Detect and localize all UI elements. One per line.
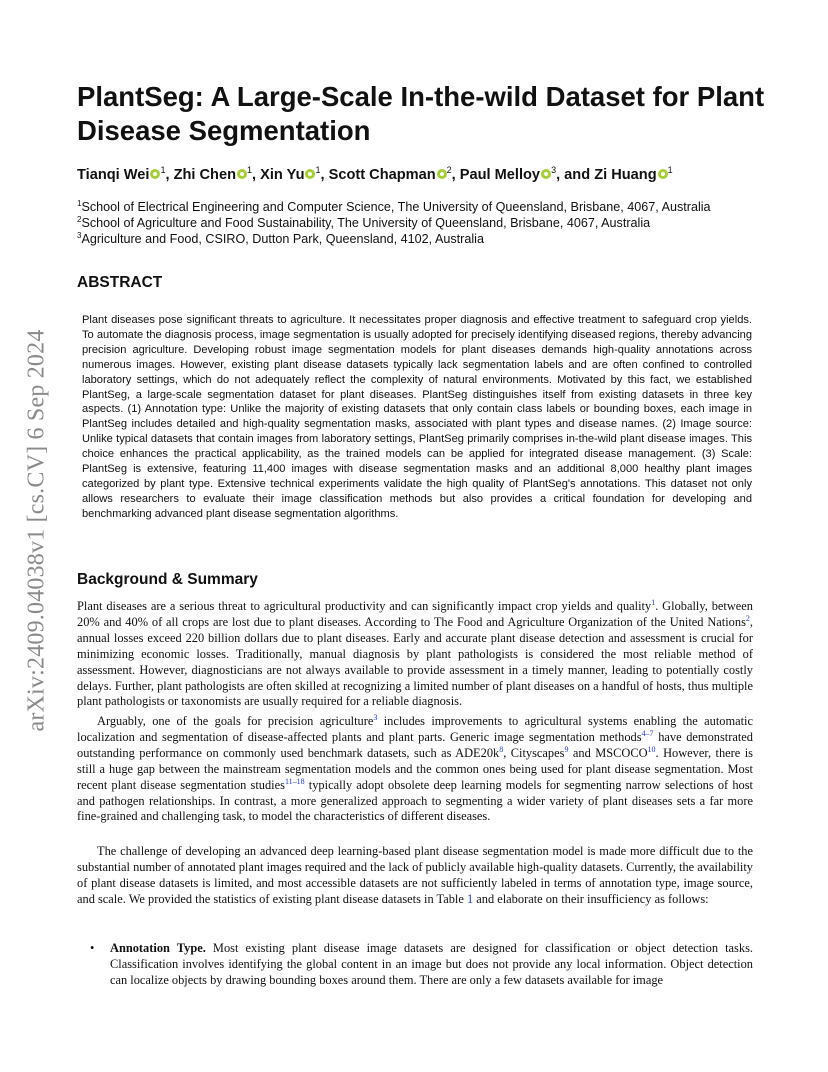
author-name: Zi Huang [594, 167, 657, 183]
paragraph-text: Arguably, one of the goals for precision agriculture [97, 714, 374, 728]
affiliation-number: 3 [77, 231, 82, 240]
paragraph-text: have demonstrated outstanding performance on commonly used benchmark datasets, such as ADE20k [77, 729, 753, 760]
affiliation-list [77, 199, 777, 247]
author-separator: , [252, 167, 261, 183]
author-separator: , [165, 167, 174, 183]
author-affiliation-number: 1 [667, 165, 673, 175]
paragraph-text: and MSCOCO [568, 745, 648, 760]
paragraph-text: The challenge of developing an advanced deep learning-based plant disease segmentation model is made more difficult due to the substantial number of annotated plant images required and the lack of publicly available high-quality datasets. Currently, the availability of plant disease datasets is limited, and most accessible datasets are not sufficiently labeled in terms of annotation type, image source, and scale. We provided the statistics of existing plant disease datasets in Table [77, 844, 754, 906]
author-name: Paul Melloy [459, 167, 541, 183]
citation-link[interactable]: 11–18 [284, 776, 305, 786]
arxiv-identifier: arXiv:2409.04038v1 [cs.CV] 6 Sep 2024 [23, 328, 50, 732]
orcid-icon[interactable] [541, 169, 551, 179]
body-paragraph [77, 599, 753, 710]
paper-title: PlantSeg: A Large-Scale In-the-wild Dataset for Plant Disease Segmentation [77, 81, 765, 146]
author-name: Zhi Chen [173, 167, 237, 183]
affiliation-number: 1 [77, 199, 82, 208]
citation-link[interactable]: 2 [745, 613, 750, 623]
author-list [77, 160, 797, 185]
citation-link[interactable]: 9 [564, 744, 569, 754]
paragraph-text: typically adopt obsolete deep learning models for segmenting narrow selections of host and pathogen relationships. In contrast, a more generalized approach to segmenting a wider variety of plant diseases sets a far more fine-grained and challenging task, to model the characteristics of different diseases. [77, 777, 753, 824]
bullet-list-item [90, 941, 753, 989]
affiliation-text: Agriculture and Food, CSIRO, Dutton Park, Queensland, 4102, Australia [81, 232, 484, 246]
author-separator: , and [556, 167, 595, 183]
bullet-text [110, 941, 753, 989]
abstract-heading: ABSTRACT [77, 274, 163, 291]
author-separator: , [320, 167, 329, 183]
body-paragraph [77, 714, 753, 825]
paragraph-text: and elaborate on their insufficiency as follows: [473, 891, 709, 906]
affiliation-text: School of Agriculture and Food Sustainability, The University of Queensland, Brisbane, 4067, Australia [81, 216, 651, 230]
arxiv-sidebar-stamp [20, 290, 54, 770]
affiliation-item [77, 231, 777, 247]
body-paragraph [77, 844, 753, 908]
author-name: Scott Chapman [328, 167, 436, 183]
orcid-icon[interactable] [237, 169, 247, 179]
orcid-icon[interactable] [150, 169, 160, 179]
author-separator: , [451, 167, 460, 183]
background-heading: Background & Summary [77, 571, 258, 588]
affiliation-item [77, 199, 777, 215]
author-name: Xin Yu [260, 167, 305, 183]
paragraph-text: Plant diseases are a serious threat to agricultural productivity and can significantly impact crop yields and quality [77, 599, 652, 613]
bullet-label: Annotation Type. [110, 941, 206, 955]
bullet-body: Most existing plant disease image datasets are designed for classification or object detection tasks. Classification involves identifying the global content in an image but does not provide any local information. Object detection can localize objects by drawing bounding boxes around them. There are only a few datasets available for image [110, 941, 753, 987]
citation-link[interactable]: 3 [373, 713, 378, 722]
paragraph-text: , Cityscapes [503, 745, 565, 760]
author-affiliation-number: 1 [247, 165, 253, 175]
abstract-body: Plant diseases pose significant threats to agriculture. It necessitates proper diagnosis and effective treatment to safeguard crop yields. To automate the diagnosis process, image segmentation is usually adopted for precisely identifying diseased regions, thereby advancing precision agriculture. Developing robust image segmentation models for plant diseases demands high-quality annotations across numerous images. However, existing plant disease datasets typically lack segmentation labels and are often confined to controlled laboratory settings, which do not adequately reflect the complexity of natural environments. Motivated by this fact, we established PlantSeg, a large-scale segmentation dataset for plant diseases. PlantSeg distinguishes itself from existing datasets in three key aspects. (1) Annotation type: Unlike the majority of existing datasets that only contain class labels or bounding boxes, each image in PlantSeg includes detailed and high-quality segmentation masks, associated with plant types and disease names. (2) Image source: Unlike typical datasets that contain images from laboratory settings, PlantSeg primarily comprises in-the-wild plant disease images. This choice enhances the practical applicability, as the trained models can be applied for integrated disease management. (3) Scale: PlantSeg is extensive, featuring 11,400 images with disease segmentation masks and an additional 8,000 healthy plant images categorized by plant type. Extensive technical experiments validate the high quality of PlantSeg's annotations. This dataset not only allows researchers to evaluate their image classification methods but also provides a critical foundation for developing and benchmarking advanced plant disease segmentation algorithms. [82, 314, 752, 520]
paragraph-text: , annual losses exceed 220 billion dollars due to plant diseases. Early and accurate plant disease detection and assessment is crucial for minimizing economic losses. Traditionally, manual diagnosis by plant pathologists is considered the most reliable method of assessment. However, diagnosticians are not always available to provide assessment in a timely manner, leading to potentially costly delays. Further, plant pathologists are often skilled at recognizing a limited number of plant diseases on a handful of hosts, thus multiple plant pathologists or taxonomists are usually required for a reliable diagnosis. [77, 614, 753, 709]
table-reference-link[interactable]: 1 [466, 891, 474, 906]
paragraph-text: includes improvements to agricultural systems enabling the automatic localization and segmentation of disease-affected plants and plant parts. Generic image segmentation methods [77, 714, 753, 744]
paragraph-text: . However, there is still a huge gap between the mainstream segmentation models and the common ones being used for plant disease segmentation. Most recent plant disease segmentation studies [77, 745, 753, 792]
citation-link[interactable]: 8 [499, 744, 504, 754]
author-affiliation-number: 2 [446, 165, 452, 175]
affiliation-item [77, 215, 777, 231]
affiliation-text: School of Electrical Engineering and Computer Science, The University of Queensland, Brisbane, 4067, Australia [81, 200, 711, 214]
citation-link[interactable]: 4–7 [641, 728, 654, 738]
affiliation-number: 2 [77, 215, 82, 224]
citation-link[interactable]: 1 [651, 598, 656, 607]
author-affiliation-number: 1 [160, 165, 166, 175]
author-affiliation-number: 3 [551, 165, 557, 175]
bullet-marker: • [90, 941, 95, 955]
orcid-icon[interactable] [305, 169, 315, 179]
orcid-icon[interactable] [658, 169, 668, 179]
author-name: Tianqi Wei [77, 167, 150, 183]
paragraph-text: . Globally, between 20% and 40% of all crops are lost due to plant diseases. According to The Food and Agriculture Organization of the United Nations [77, 599, 753, 629]
orcid-icon[interactable] [437, 169, 447, 179]
author-affiliation-number: 1 [315, 165, 321, 175]
citation-link[interactable]: 10 [647, 744, 656, 754]
